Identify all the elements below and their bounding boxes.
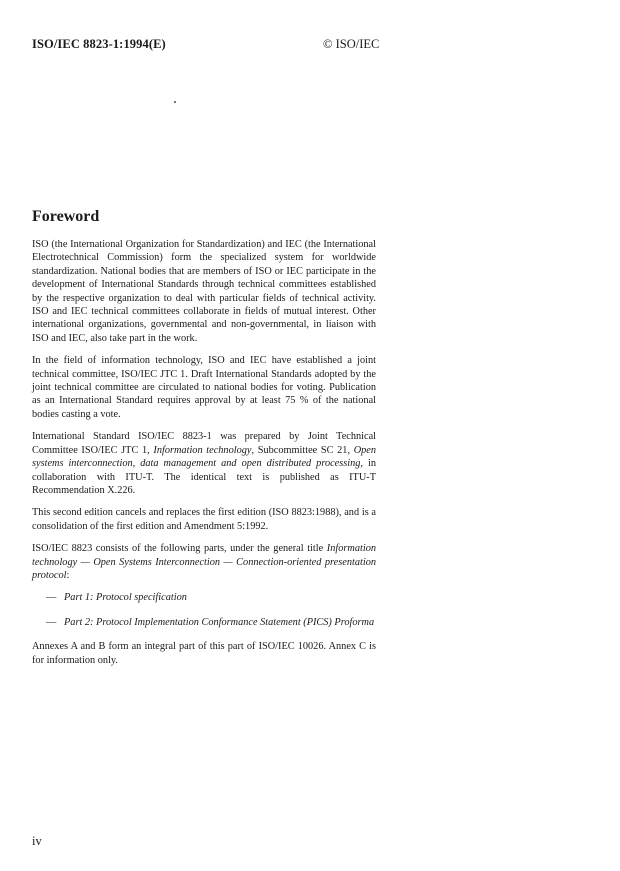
page-title: Foreword (32, 208, 100, 225)
paragraph-organizations: ISO (the International Organization for Standardization) and IEC (the International Electrotechnical Commission) form the specialized system for worldwide standardization. National bodies that are members of ISO or IEC participate in the development of International Standards through technical committees established by the respective organization to deal with particular fields of technical activity. ISO and IEC technical committees collaborate in fields of mutual interest. Other international organizations, governmental and non-governmental, in liaison with ISO and IEC, also take part in the work. (32, 239, 376, 344)
paragraph-edition: This second edition cancels and replaces the first edition (ISO 8823:1988), and is a consolidation of the first edition and Amendment 5:1992. (32, 507, 376, 532)
preparation-text-1: International Standard ISO/IEC 8823-1 was prepared by Joint Technical Committee ISO/IEC JTC 1, (32, 431, 376, 456)
list-dash: — (46, 616, 57, 628)
preparation-text-2: , Subcommittee SC 21, (251, 444, 354, 456)
page-number: iv (32, 834, 42, 848)
copyright-notice: © ISO/IEC (323, 37, 380, 51)
paragraph-parts (32, 542, 376, 582)
part-title: Part 2: Protocol Implementation Conformance Statement (PICS) Proforma (64, 616, 375, 628)
list-item (32, 616, 376, 629)
list-item (32, 591, 376, 604)
scan-speck (174, 101, 176, 103)
subcommittee-title: Open systems interconnection, data management and open distributed processing (32, 444, 377, 470)
parts-colon: : (66, 569, 70, 581)
list-dash: — (46, 592, 57, 604)
paragraph-annexes: Annexes A and B form an integral part of this part of ISO/IEC 10026. Annex C is for information only. (32, 641, 376, 666)
foreword-body (32, 238, 376, 676)
standard-identifier: ISO/IEC 8823-1:1994(E) (32, 37, 166, 51)
committee-title: Information technology (153, 444, 252, 456)
preparation-text-3: , in collaboration with ITU-T. The identical text is published as ITU-T Recommendation X.226. (32, 458, 376, 496)
part-title: Part 1: Protocol specification (64, 592, 187, 604)
paragraph-jtc1: In the field of information technology, ISO and IEC have established a joint technical committee, ISO/IEC JTC 1. Draft International Standards adopted by the joint technical committee are circulated to national bodies for voting. Publication as an International Standard requires approval by at least 75 % of the national bodies casting a vote. (32, 355, 376, 420)
general-title: Information technology — Open Systems Interconnection — Connection-oriented presentation protocol (32, 543, 376, 581)
parts-intro: ISO/IEC 8823 consists of the following parts, under the general title (32, 543, 327, 555)
paragraph-preparation (32, 430, 376, 497)
